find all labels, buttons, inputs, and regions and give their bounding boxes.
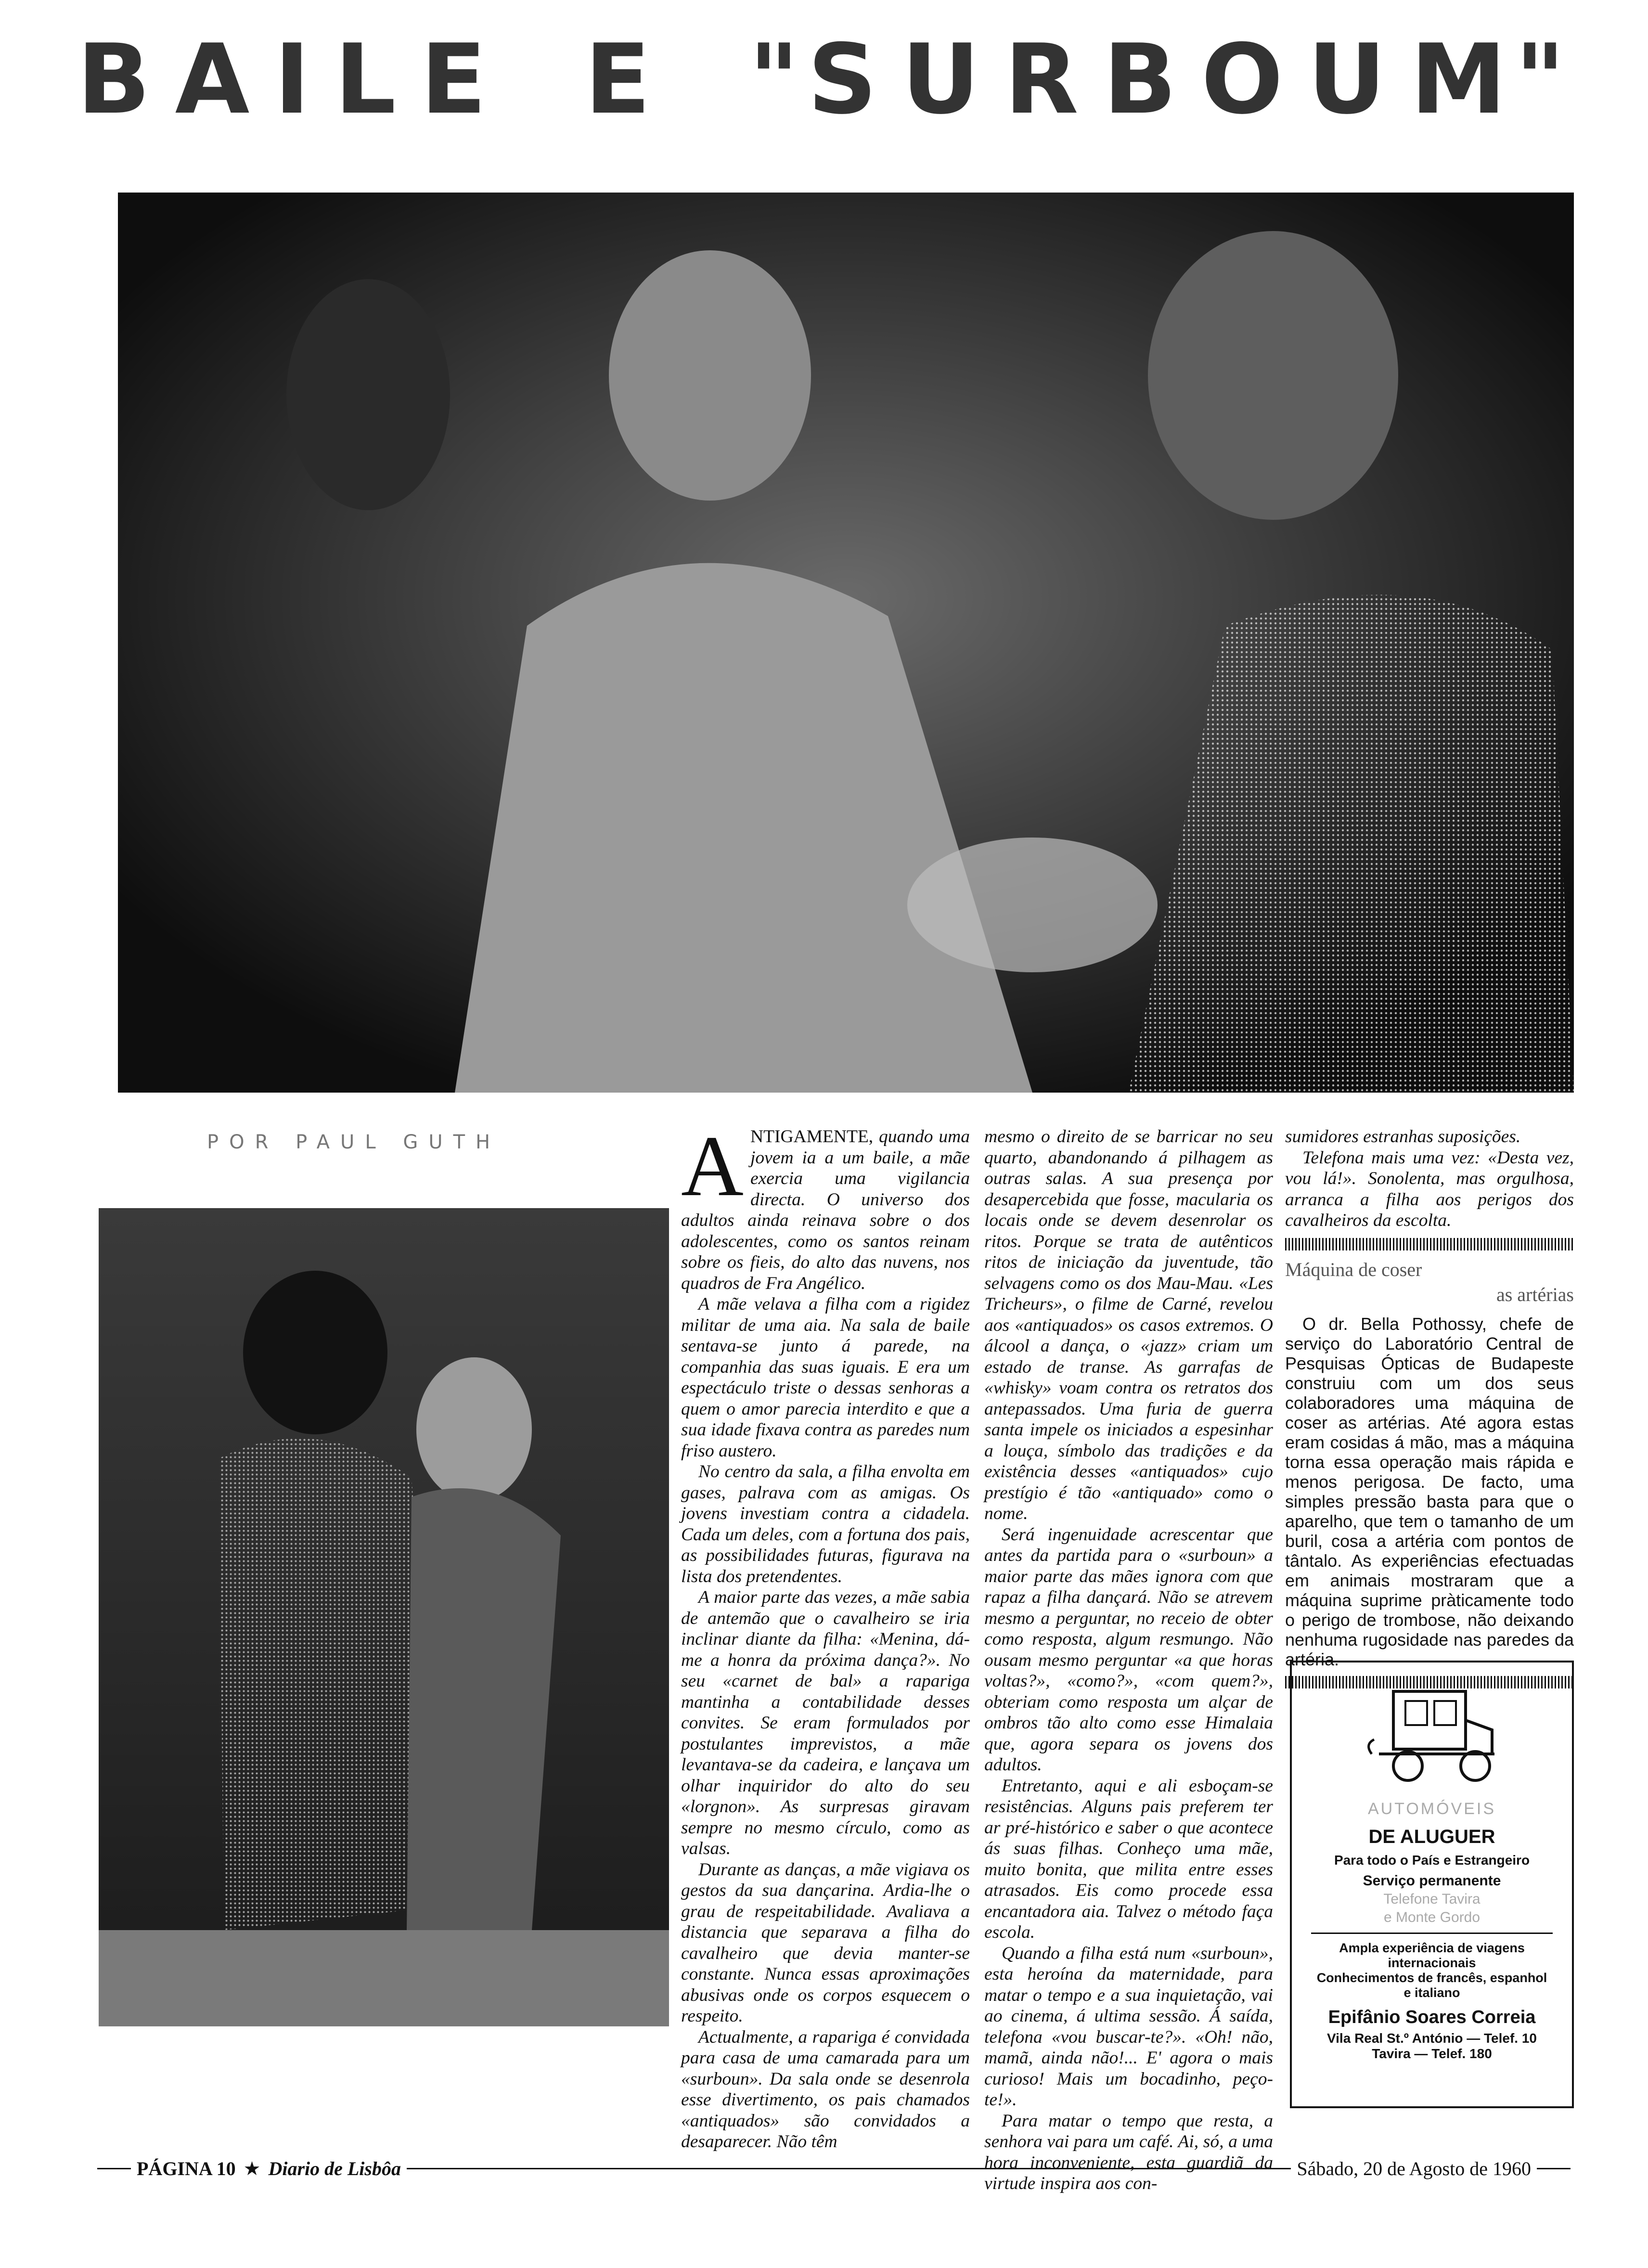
- ad-owner: Epifânio Soares Correia: [1328, 2007, 1536, 2027]
- footer-rule: [97, 2168, 131, 2169]
- ad-heading: DE ALUGUER: [1368, 1826, 1495, 1847]
- ad-line: Conhecimentos de francês, espanhol: [1316, 1971, 1547, 1985]
- paragraph: mesmo o direito de se barricar no seu quarto, abandonando á pilhagem as outras salas. A sua presença por desapercebida que fosse, macularia os locais onde se devem desenrolar os ritos. Porque se trata de autênticos ritos de iniciação da juventude, tão selvagens como os dos Mau-Mau. «Les Tricheurs», o filme de Carné, revelou aos «antiquados» os casos extremos. O álcool a dança, o «jazz» criam um estado de transe. As garrafas de «whisky» voam contra os retratos dos antepassados. Uma furia de guerra santa impele os iniciados a espesinhar a louça, símbolo das tradições e da existência desses «antiquados» cujo prestígio é tão «antiquado» como o nome.: [984, 1127, 1273, 1523]
- paragraph: No centro da sala, a filha envolta em gases, palrava com as amigas. Os jovens investiam contra a cidadela. Cada um deles, com a fortuna dos pais, as possibilidades futuras, figurava na lista dos pretendentes.: [681, 1462, 970, 1586]
- paragraph: Actualmente, a rapariga é convidada para casa de uma camarada para um «surboun». Da sala onde se desenrola esse divertimento, os pais chamados «antiquados» são convidados a desaparecer. Não têm: [681, 2027, 970, 2152]
- sidebar-title-line: Máquina de coser: [1285, 1258, 1422, 1280]
- paragraph: Para matar o tempo que resta, a senhora vai para um café. Ai, só, a uma hora inconveniente, esta guardiã da virtude inspira aos con-: [984, 2111, 1273, 2193]
- vintage-car-icon: [1360, 1677, 1504, 1788]
- divider-rule: [1285, 1238, 1574, 1250]
- ad-divider: [1311, 1933, 1553, 1934]
- article-column-3: [1285, 1126, 1574, 1695]
- footer-rule: [1537, 2168, 1571, 2169]
- paragraph-text: quando uma jovem ia a um baile, a mãe exercia uma vigilancia directa. O universo dos adultos ainda reinava sobre o dos adolescentes, como os santos reinam sobre os fieis, do alto das nuvens, nos quadros de Fra Angélico.: [681, 1127, 970, 1293]
- headline-letter: L: [335, 23, 405, 136]
- drop-cap: A: [681, 1118, 744, 1214]
- sidebar-title-line: as artérias: [1496, 1283, 1574, 1305]
- headline-letter: "S: [748, 23, 886, 136]
- ad-line: Serviço permanente: [1363, 1873, 1501, 1889]
- ad-blurred-line: Telefone Tavira: [1383, 1891, 1481, 1907]
- main-photo-image: [118, 193, 1574, 1093]
- ad-address: Tavira — Telef. 180: [1372, 2046, 1492, 2061]
- sidebar-title: [1285, 1257, 1574, 1307]
- ad-line: Para todo o País e Estrangeiro: [1334, 1853, 1530, 1868]
- lead-word: NTIGAMENTE,: [750, 1127, 874, 1147]
- paragraph: A maior parte das vezes, a mãe sabia de antemão que o cavalheiro se iria inclinar diante da filha: «Menina, dá-me a honra da próxima dança?». No seu «carnet de bal» a rapariga mantinha a contabilidade desses convites. Se eram formulados por postulantes imprevistos, a mãe levantava-se da cadeira, e lançava um olhar inquiridor do alto do seu «lorgnon». As surpresas giravam sempre no mesmo círculo, como as valsas.: [681, 1587, 970, 1858]
- footer-rule: [407, 2168, 1291, 2169]
- ad-blurred-line: e Monte Gordo: [1383, 1909, 1481, 1925]
- article-lead-paragraph: [681, 1118, 970, 1294]
- paragraph: Durante as danças, a mãe vigiava os gestos da sua dançarina. Ardia-lhe o grau de respeitabilidade. Avaliava a distancia que separava a filha do cavalheiro que devia manter-se constante. Nunca essas aproximações abusivas onde os corpos esquecem o respeito.: [681, 1859, 970, 2026]
- headline-letter: I: [274, 23, 319, 136]
- headline-letter: B: [1103, 23, 1185, 136]
- headline-letter: E: [420, 23, 495, 136]
- paragraph: Quando a filha está num «surboun», esta heroína da maternidade, para matar o tempo e a sua inquietação, vai ao cinema, á ultima sessão. Á saída, telefona «vou buscar-te?». «Oh! não, mamã, ainda não!... E' agora o mais curioso! Mais um bocadinho, peço-te!».: [984, 1943, 1273, 2110]
- byline: POR PAUL GUTH: [207, 1131, 501, 1153]
- headline-letter: O: [1201, 23, 1292, 136]
- newspaper-name: Diario de Lisbôa: [268, 2157, 401, 2179]
- ad-blurred-title: AUTOMÓVEIS: [1367, 1800, 1496, 1818]
- paragraph: A mãe velava a filha com a rigidez militar de uma aia. Na sala de baile sentava-se junto á parede, na companhia das suas iguais. E era um espectáculo triste o dessas senhoras a quem o amor parecia interdito e que a sua idade fixava contra as paredes num friso austero.: [681, 1294, 970, 1461]
- headline-letter: U: [901, 23, 989, 136]
- article-column-1: [681, 1118, 970, 2152]
- sidebar-paragraph: O dr. Bella Pothossy, chefe de serviço do Laboratório Central de Pesquisas Ópticas de Budapeste construiu com um dos seus colaboradores uma máquina de coser as artérias. Até agora estas eram cosidas á mão, mas a máquina torna essa operação mais rápida e menos perigosa. De facto, uma simples pressão basta para que o aparelho, que tem o tamanho de um buril, cosa a artéria com pontos de tântalo. As experiências efectuadas em animais mostraram que a máquina suprime pràticamente todo o perigo de trombose, não deixando nenhuma rugosidade nas paredes da artéria.: [1285, 1314, 1574, 1669]
- paragraph: Telefona mais uma vez: «Desta vez, vou lá!». Sonolenta, mas orgulhosa, arranca a filha aos perigos dos cavalheiros da escolta.: [1285, 1147, 1574, 1230]
- headline-letter: B: [77, 23, 159, 136]
- headline-letter: R: [1004, 23, 1087, 136]
- headline: [77, 23, 1574, 136]
- dancers-photo: [99, 1208, 669, 2026]
- paragraph: Será ingenuidade acrescentar que antes da partida para o «surboun» a maior parte das mães ignora com que rapaz a filha dançará. Não se atrevem mesmo a perguntar, no receio de obter como resposta, algum resmungo. Não ousam mesmo perguntar «a que horas voltas?», «como?», «com quem?», obteriam como resposta um alçar de ombros tão alto como esse Himalaia que, agora separa os jovens dos adultos.: [984, 1524, 1273, 1775]
- headline-letter: M": [1410, 23, 1574, 136]
- page-footer: [91, 2156, 1576, 2180]
- car-hire-advertisement: [1290, 1661, 1574, 2108]
- paragraph: sumidores estranhas suposições.: [1285, 1127, 1521, 1147]
- sidebar-body: [1285, 1314, 1574, 1669]
- ad-line: Ampla experiência de viagens: [1339, 1941, 1525, 1955]
- headline-letter: U: [1307, 23, 1395, 136]
- star-icon: ★: [243, 2157, 261, 2179]
- paragraph: Entretanto, aqui e ali esboçam-se resistências. Alguns pais preferem ter ar pré-histórico e saber o que acontece ás suas filhas. Conheço uma mãe, muito bonita, que milita entre esses atrasados. Eis como procede essa encantadora aia. Talvez o método faça escola.: [984, 1776, 1273, 1942]
- ad-line: e italiano: [1403, 1985, 1460, 2000]
- headline-letter: E: [584, 23, 659, 136]
- article-column-2: [984, 1126, 1273, 2194]
- ad-line: internacionais: [1388, 1956, 1476, 1970]
- issue-date: Sábado, 20 de Agosto de 1960: [1297, 2157, 1531, 2179]
- ad-address: Vila Real St.º António — Telef. 10: [1326, 2031, 1537, 2046]
- dancers-photo-image: [99, 1208, 669, 2026]
- main-photo: [118, 193, 1574, 1093]
- page-number: PÁGINA 10: [137, 2157, 236, 2179]
- headline-letter: A: [175, 23, 258, 136]
